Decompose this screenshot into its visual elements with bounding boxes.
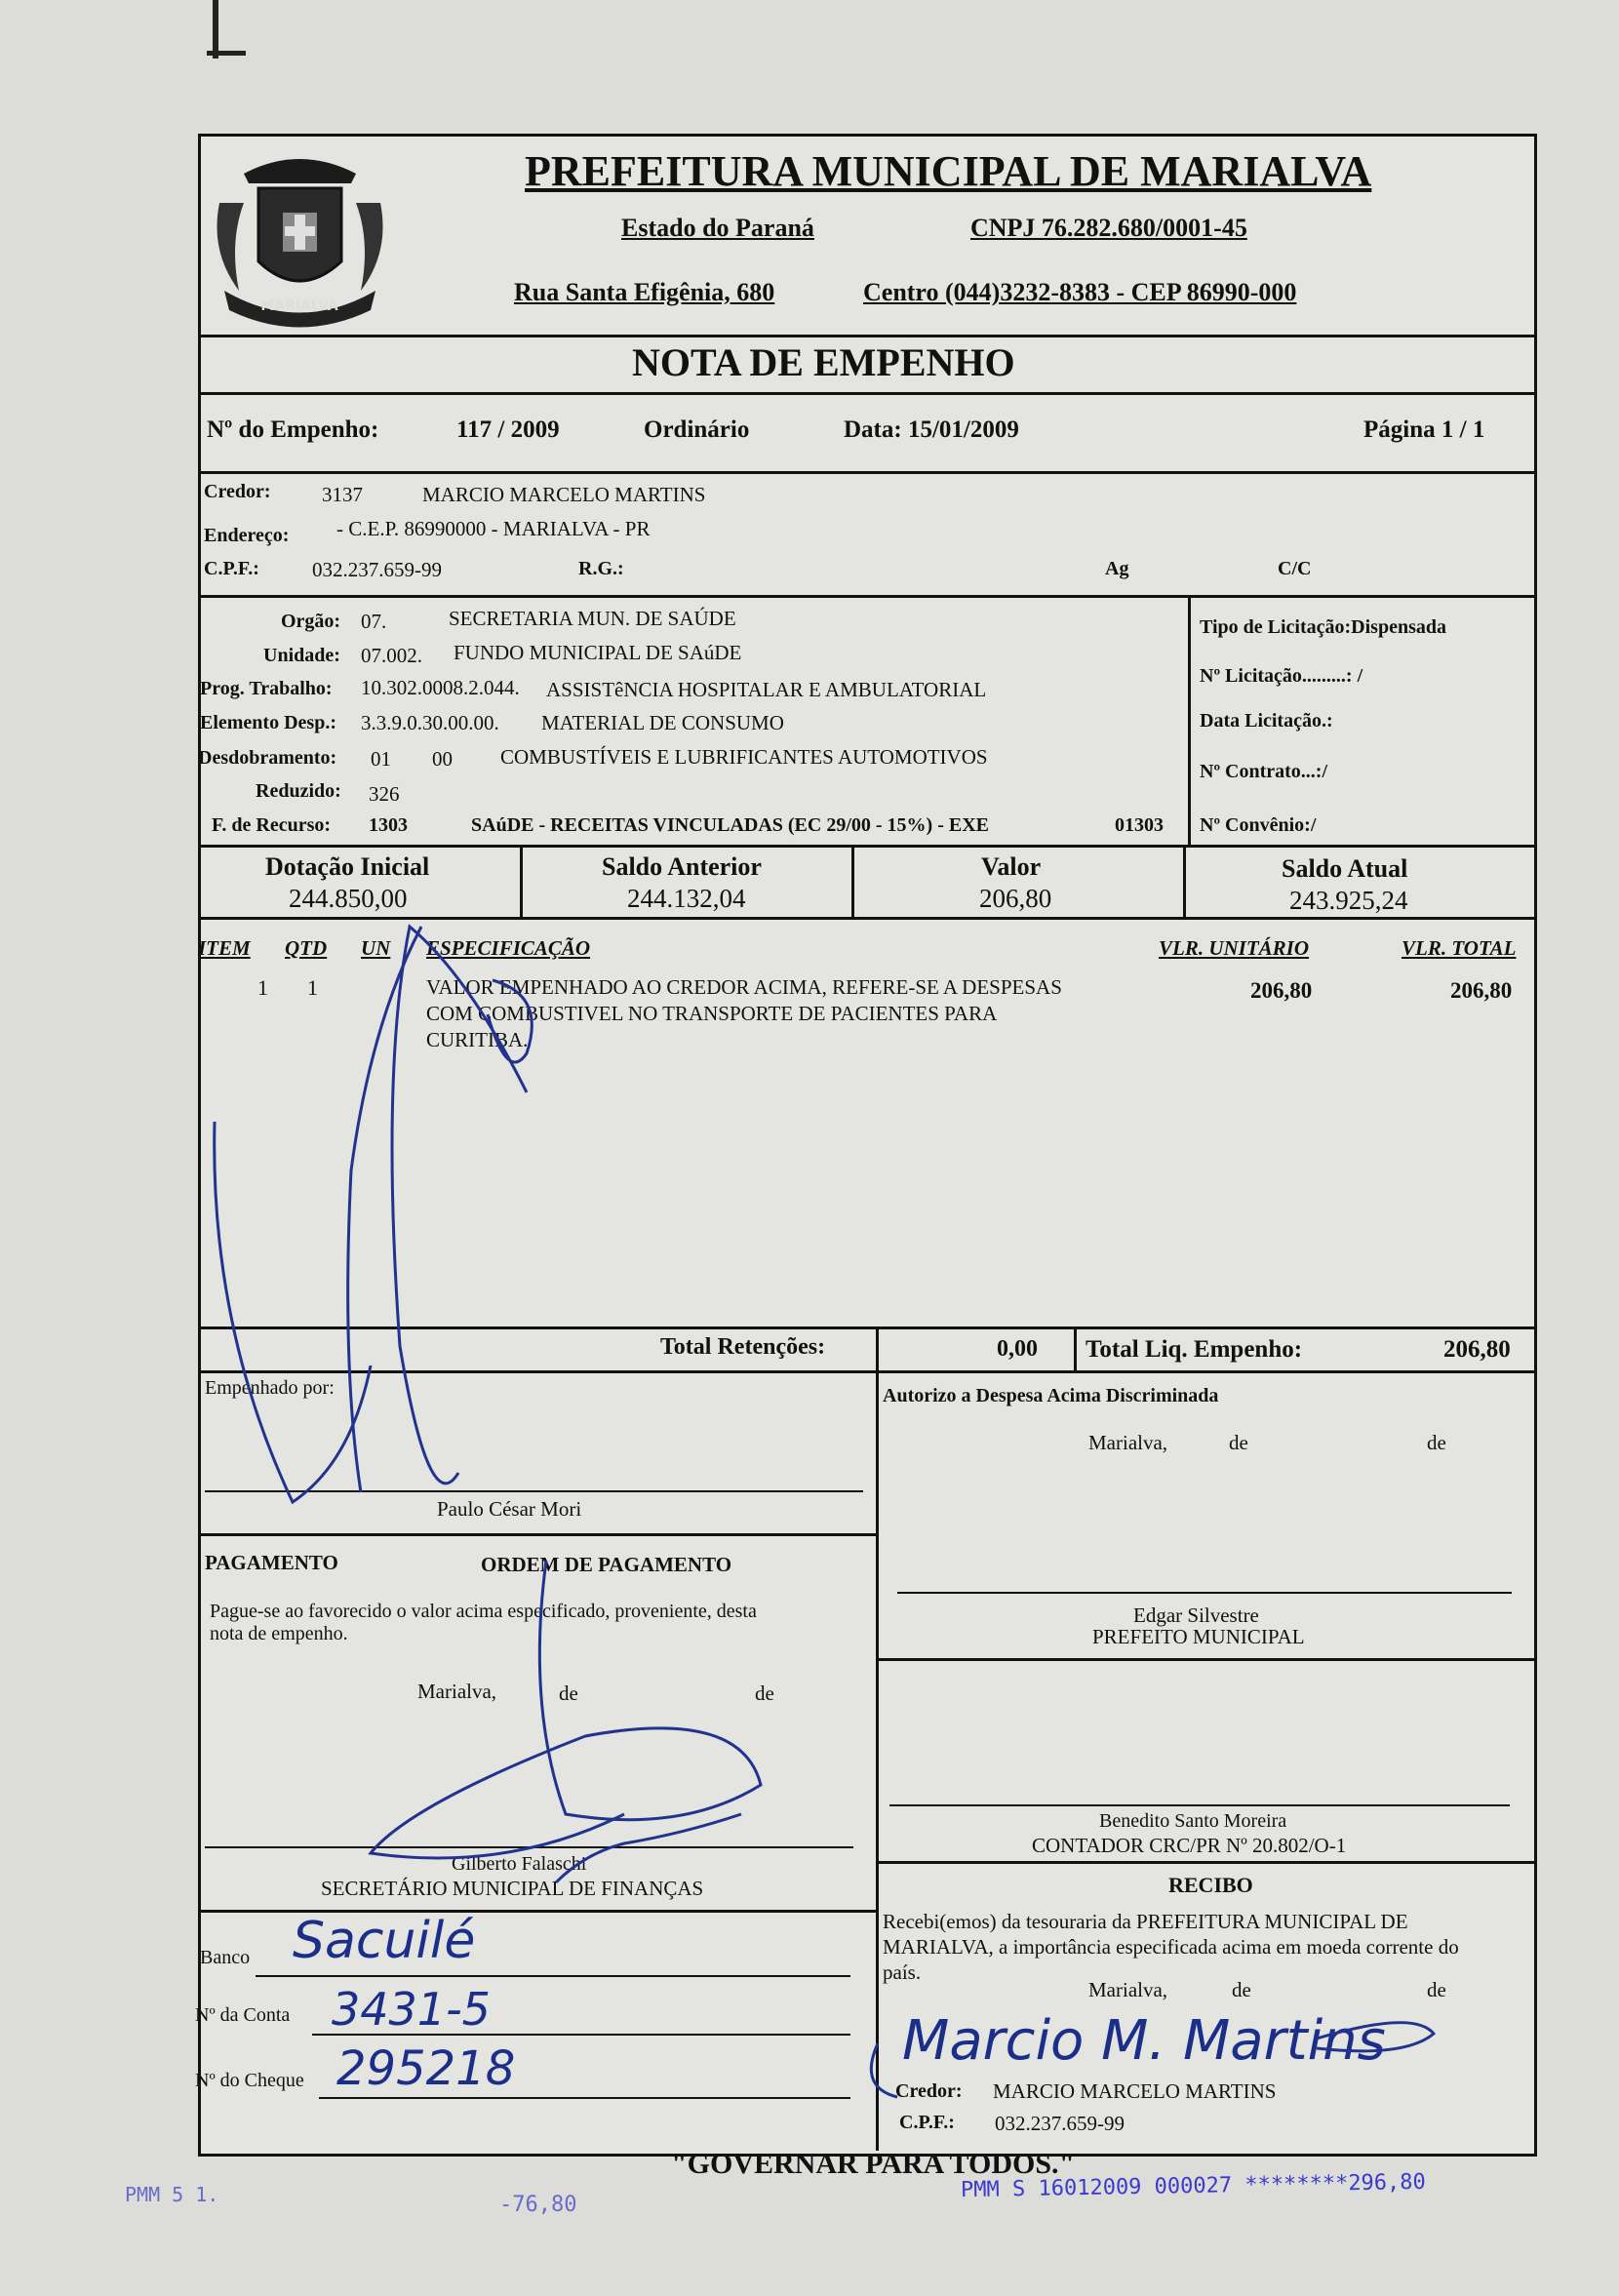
- divider: [198, 595, 1534, 598]
- signature-line: [205, 1846, 853, 1848]
- address-label: Endereço:: [204, 525, 290, 546]
- contador-name: Benedito Santo Moreira: [1099, 1810, 1287, 1832]
- unidade-code: 07.002.: [361, 644, 422, 667]
- dotacao-inicial-label: Dotação Inicial: [265, 852, 430, 881]
- total-liq-value: 206,80: [1443, 1336, 1511, 1363]
- credor-code: 3137: [322, 483, 363, 506]
- recurso-label: F. de Recurso:: [212, 814, 332, 836]
- recibo-text: MARIALVA, a importância especificada acima em moeda corrente do: [883, 1935, 1459, 1959]
- divider: [198, 471, 1534, 474]
- desdobramento-label: Desdobramento:: [198, 747, 337, 769]
- ordem-pagamento-label: ORDEM DE PAGAMENTO: [481, 1553, 732, 1576]
- divider: [1188, 595, 1191, 847]
- banco-handwritten: Sacuilé: [293, 1912, 476, 1970]
- credor-label: Credor:: [204, 481, 271, 502]
- street-address: Rua Santa Efigênia, 680: [514, 278, 775, 306]
- field-line: [312, 2034, 850, 2036]
- unidade-name: FUNDO MUNICIPAL DE SAúDE: [454, 641, 742, 664]
- autorizo-label: Autorizo a Despesa Acima Discriminada: [883, 1385, 1219, 1406]
- divider: [198, 1533, 879, 1536]
- empenhado-label: Empenhado por:: [205, 1377, 335, 1399]
- ag-label: Ag: [1105, 558, 1129, 579]
- divider: [198, 335, 1534, 337]
- recurso-name: SAúDE - RECEITAS VINCULADAS (EC 29/00 - 15%) - EXE: [471, 814, 989, 836]
- scan-mark: [207, 51, 246, 56]
- pagamento-de: de: [559, 1682, 578, 1705]
- dotacao-inicial-value: 244.850,00: [289, 884, 408, 913]
- col-header-qtd: QTD: [285, 936, 328, 960]
- secretario-name: Gilberto Falaschi: [452, 1853, 587, 1875]
- item-description-line: VALOR EMPENHADO AO CREDOR ACIMA, REFERE-SE A DESPESAS: [426, 975, 1062, 999]
- cpf-label: C.P.F.:: [204, 558, 259, 579]
- col-header-vlr-unitario: VLR. UNITÁRIO: [1159, 936, 1310, 960]
- divider: [876, 1861, 1534, 1864]
- item-number: 1: [257, 975, 268, 1000]
- divider: [198, 1370, 1534, 1373]
- field-line: [256, 1975, 850, 1977]
- saldo-atual-value: 243.925,24: [1289, 886, 1408, 915]
- address-value: - C.E.P. 86990000 - MARIALVA - PR: [336, 517, 651, 540]
- item-unit-value: 206,80: [1250, 978, 1313, 1003]
- desdobramento-sub: 00: [432, 747, 453, 771]
- divider: [851, 845, 854, 918]
- page-title: PREFEITURA MUNICIPAL DE MARIALVA: [525, 147, 1372, 195]
- divider: [876, 1658, 1534, 1661]
- item-total-value: 206,80: [1450, 978, 1513, 1003]
- saldo-anterior-label: Saldo Anterior: [602, 852, 762, 881]
- orgao-label: Orgão:: [281, 611, 341, 632]
- autorizo-de: de: [1229, 1431, 1248, 1454]
- total-retencoes-label: Total Retenções:: [660, 1334, 826, 1360]
- pagamento-text: nota de empenho.: [210, 1623, 348, 1644]
- credor-signature: Marcio M. Martins: [902, 2009, 1386, 2073]
- prog-code: 10.302.0008.2.044.: [361, 676, 520, 699]
- reduzido-label: Reduzido:: [256, 780, 341, 802]
- empenho-number-label: Nº do Empenho:: [207, 416, 379, 443]
- cpf-value: 032.237.659-99: [312, 558, 442, 581]
- recibo-cpf-label: C.P.F.:: [899, 2112, 955, 2133]
- divider: [1183, 845, 1186, 918]
- desdobramento-name: COMBUSTÍVEIS E LUBRIFICANTES AUTOMOTIVOS: [500, 745, 988, 769]
- empenho-date: Data: 15/01/2009: [844, 416, 1019, 443]
- divider: [198, 917, 1534, 920]
- conta-label: Nº da Conta: [195, 2004, 291, 2026]
- divider: [876, 1326, 879, 1373]
- secretario-title: SECRETÁRIO MUNICIPAL DE FINANÇAS: [321, 1877, 704, 1900]
- prefeito-name: Edgar Silvestre: [1133, 1603, 1259, 1627]
- orgao-code: 07.: [361, 610, 387, 633]
- licitacao-date: Data Licitação.:: [1200, 710, 1333, 732]
- signature-line: [205, 1490, 863, 1492]
- field-line: [319, 2097, 850, 2099]
- bank-stamp-right: PMM S 16012009 000027 ********296,80: [960, 2169, 1427, 2203]
- divider: [876, 1370, 879, 2151]
- divider: [198, 1326, 1534, 1329]
- prog-name: ASSISTêNCIA HOSPITALAR E AMBULATORIAL: [546, 678, 987, 701]
- prefeito-title: PREFEITO MUNICIPAL: [1092, 1625, 1305, 1648]
- scan-mark: [213, 0, 218, 59]
- convenio-number: Nº Convênio:/: [1200, 814, 1317, 836]
- municipal-crest-icon: [205, 144, 395, 330]
- elemento-label: Elemento Desp.:: [200, 712, 336, 733]
- pagamento-city: Marialva,: [417, 1680, 497, 1703]
- pagamento-de: de: [755, 1682, 774, 1705]
- col-header-item: ITEM: [198, 936, 251, 960]
- recibo-de: de: [1232, 1978, 1251, 2001]
- signature-line: [897, 1592, 1512, 1594]
- divider: [1074, 1326, 1077, 1373]
- rg-label: R.G.:: [578, 558, 624, 579]
- contrato-number: Nº Contrato...:/: [1200, 761, 1328, 782]
- contador-title: CONTADOR CRC/PR Nº 20.802/O-1: [1032, 1834, 1347, 1857]
- recibo-city: Marialva,: [1088, 1978, 1168, 2001]
- recibo-de: de: [1427, 1978, 1446, 2001]
- recibo-text: Recebi(emos) da tesouraria da PREFEITURA MUNICIPAL DE: [883, 1910, 1408, 1933]
- recurso-code-2: 01303: [1115, 814, 1164, 836]
- autorizo-de: de: [1427, 1431, 1446, 1454]
- recibo-credor-name: MARCIO MARCELO MARTINS: [993, 2079, 1277, 2103]
- item-description-line: CURITIBA.: [426, 1028, 529, 1051]
- desdobramento-code: 01: [371, 747, 391, 771]
- divider: [198, 392, 1534, 395]
- licitacao-type: Tipo de Licitação:Dispensada: [1200, 616, 1446, 638]
- col-header-un: UN: [361, 936, 391, 960]
- banco-label: Banco: [200, 1947, 251, 1968]
- total-liq-label: Total Liq. Empenho:: [1086, 1336, 1303, 1363]
- recibo-credor-label: Credor:: [895, 2080, 963, 2102]
- cc-label: C/C: [1278, 558, 1312, 579]
- reduzido-value: 326: [369, 782, 400, 806]
- cnpj: CNPJ 76.282.680/0001-45: [970, 214, 1247, 242]
- contact-info: Centro (044)3232-8383 - CEP 86990-000: [863, 278, 1297, 306]
- col-header-vlr-total: VLR. TOTAL: [1402, 936, 1517, 960]
- empenho-number: 117 / 2009: [456, 416, 560, 443]
- prog-label: Prog. Trabalho:: [200, 678, 333, 699]
- recibo-cpf-value: 032.237.659-99: [995, 2112, 1125, 2135]
- autorizo-city: Marialva,: [1088, 1431, 1168, 1454]
- state-name: Estado do Paraná: [621, 214, 814, 242]
- document-title: NOTA DE EMPENHO: [632, 340, 1015, 384]
- bank-stamp-left: PMM 5 1.: [125, 2183, 219, 2206]
- recibo-text: país.: [883, 1960, 922, 1984]
- saldo-atual-label: Saldo Atual: [1282, 854, 1408, 883]
- cheque-handwritten: 295218: [336, 2041, 516, 2096]
- unidade-label: Unidade:: [263, 645, 340, 666]
- item-qty: 1: [307, 975, 318, 1000]
- valor-label: Valor: [981, 852, 1042, 881]
- saldo-anterior-value: 244.132,04: [627, 884, 746, 913]
- licitacao-number: Nº Licitação.........: /: [1200, 665, 1363, 687]
- svg-text:MARIALVA: MARIALVA: [260, 298, 338, 314]
- divider: [520, 845, 523, 918]
- item-description-line: COM COMBUSTIVEL NO TRANSPORTE DE PACIENTES PARA: [426, 1002, 998, 1025]
- divider: [198, 845, 1534, 848]
- total-retencoes-value: 0,00: [997, 1336, 1038, 1362]
- valor-value: 206,80: [979, 884, 1052, 913]
- signature-line: [889, 1804, 1510, 1806]
- empenho-type: Ordinário: [644, 416, 750, 443]
- elemento-code: 3.3.9.0.30.00.00.: [361, 711, 499, 734]
- conta-handwritten: 3431-5: [332, 1983, 491, 2036]
- recurso-code: 1303: [369, 814, 408, 836]
- empenhado-name: Paulo César Mori: [437, 1497, 582, 1521]
- page-number: Página 1 / 1: [1363, 416, 1485, 443]
- pagamento-text: Pague-se ao favorecido o valor acima especificado, proveniente, desta: [210, 1601, 757, 1622]
- credor-name: MARCIO MARCELO MARTINS: [422, 483, 706, 506]
- cheque-label: Nº do Cheque: [195, 2070, 304, 2091]
- recibo-title: RECIBO: [1168, 1873, 1253, 1897]
- col-header-especificacao: ESPECIFICAÇÃO: [426, 936, 591, 960]
- footer-motto: "GOVERNAR PARA TODOS.": [671, 2148, 1076, 2180]
- bank-stamp-mid: -76,80: [499, 2193, 577, 2217]
- elemento-name: MATERIAL DE CONSUMO: [541, 711, 784, 734]
- orgao-name: SECRETARIA MUN. DE SAÚDE: [449, 607, 736, 630]
- pagamento-label: PAGAMENTO: [205, 1551, 338, 1574]
